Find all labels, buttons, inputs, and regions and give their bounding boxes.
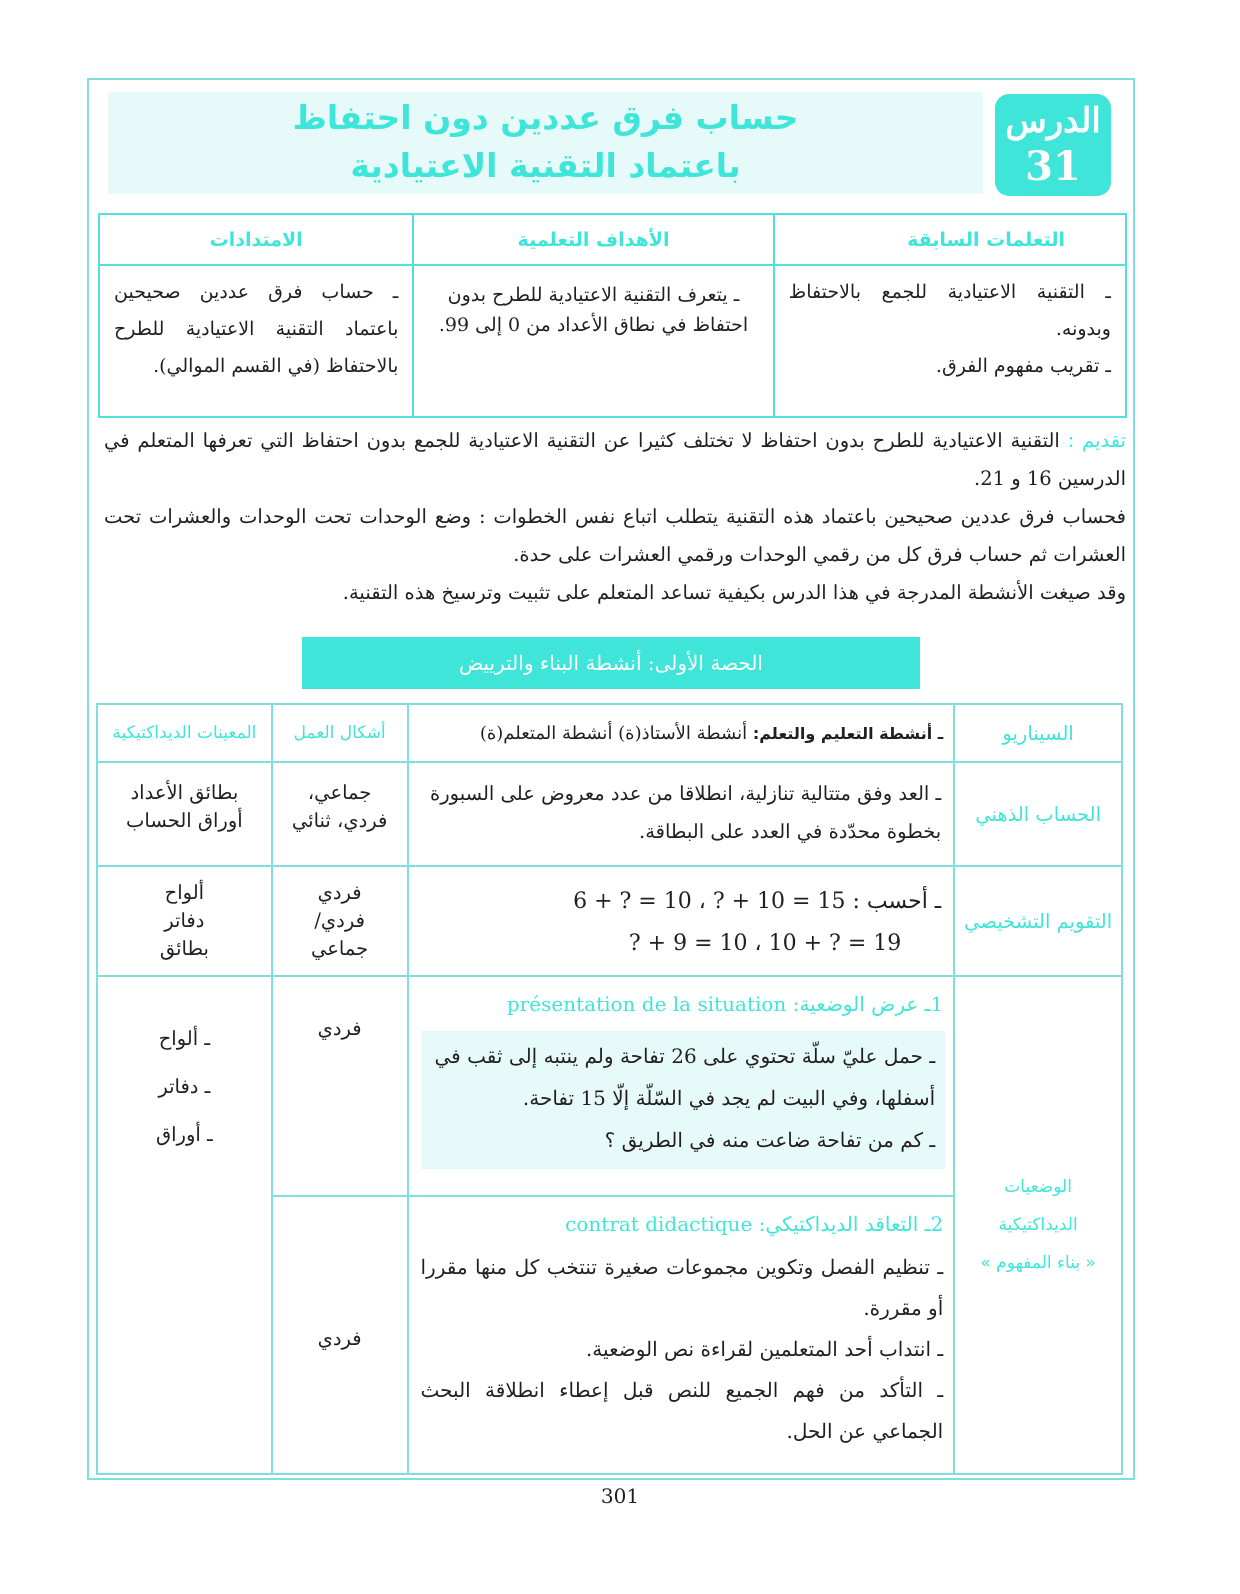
- page-number: 301: [600, 1484, 640, 1508]
- lesson-badge: [995, 94, 1111, 196]
- header-activities-prefix: ـ أنشطة التعليم والتعلم:: [752, 723, 944, 743]
- introduction: [104, 422, 1126, 612]
- situations-label-line: الديداكتيكية: [998, 1215, 1078, 1235]
- intro-text-1: التقنية الاعتيادية للطرح بدون احتفاظ لا تختلف كثيرا عن التقنية الاعتيادية للجمع بدون احتفاظ التي تعرفها المتعلم في الدرسين 16 و 21.: [104, 429, 1126, 490]
- tool-item: بطائق: [159, 937, 209, 960]
- diagnostic-forms: [272, 866, 408, 976]
- step2-title-fr: contrat didactique: [565, 1212, 753, 1236]
- diagnostic-line: ـ أحسب : 15 = 10 + ? ، 10 = ? + 6: [573, 889, 942, 914]
- form-item: فردي، ثنائي: [291, 809, 388, 832]
- header-activities-rest: أنشطة الأستاذ(ة) أنشطة المتعلم(ة): [479, 722, 753, 744]
- header-tools: المعينات الديداكتيكية: [97, 704, 272, 762]
- mental-label: الحساب الذهني: [954, 762, 1122, 866]
- prior-learning-line: ـ التقنية الاعتيادية للجمع بالاحتفاظ وبدونه.: [788, 281, 1111, 340]
- mental-forms: [272, 762, 408, 866]
- step1-cell: [408, 976, 955, 1196]
- objectives-cell: ـ يتعرف التقنية الاعتيادية للطرح بدون احتفاظ في نطاق الأعداد من 0 إلى 99.: [413, 265, 773, 417]
- activity-table: [96, 703, 1123, 1475]
- intro-paragraph: [104, 422, 1126, 498]
- prior-learning-line: ـ تقريب مفهوم الفرق.: [935, 355, 1111, 377]
- step1-title-ar: 1ـ عرض الوضعية:: [792, 992, 944, 1016]
- lesson-word: الدرس: [1005, 101, 1101, 141]
- form-item: جماعي،: [307, 781, 372, 804]
- form-item: فردي: [317, 881, 362, 904]
- form-item: جماعي: [311, 937, 369, 960]
- header-scenario: السيناريو: [954, 704, 1122, 762]
- diagnostic-tools: [97, 866, 272, 976]
- tool-item: ـ دفاتر: [158, 1075, 211, 1098]
- contract-step: ـ انتداب أحد المتعلمين لقراءة نص الوضعية.: [585, 1337, 944, 1361]
- situation-box: [421, 1031, 946, 1169]
- contract-step: ـ التأكد من فهم الجميع للنص قبل إعطاء انطلاقة البحث الجماعي عن الحل.: [420, 1378, 944, 1443]
- diagnostic-line: 19 = ? + 10 ، 10 = 9 + ?: [628, 931, 902, 956]
- header-extensions: الامتدادات: [99, 214, 413, 265]
- tool-item: أوراق الحساب: [126, 809, 243, 832]
- lesson-number: 31: [1025, 143, 1081, 190]
- step2-title: [409, 1197, 954, 1239]
- situation-line: ـ حمل عليّ سلّة تحتوي على 26 تفاحة ولم ينتبه إلى ثقب في أسفلها، وفي البيت لم يجد في السّلّة إلّا 15 تفاحة.: [434, 1044, 936, 1110]
- situations-label: [954, 976, 1122, 1474]
- contract-step: ـ تنظيم الفصل وتكوين مجموعات صغيرة تنتخب كل منها مقررا أو مقررة.: [420, 1255, 944, 1320]
- step2-title-ar: 2ـ التعاقد الديداكتيكي:: [758, 1212, 944, 1236]
- contract-steps: [409, 1239, 954, 1452]
- form-item: فردي/: [314, 909, 365, 932]
- situations-label-line: « بناء المفهوم »: [980, 1253, 1096, 1273]
- session-title: الحصة الأولى: أنشطة البناء والترييض: [302, 637, 920, 689]
- header-objectives: الأهداف التعلمية: [413, 214, 773, 265]
- tool-item: ـ أوراق: [156, 1123, 213, 1146]
- extensions-cell: ـ حساب فرق عددين صحيحين باعتماد التقنية الاعتيادية للطرح بالاحتفاظ (في القسم الموالي).: [99, 265, 413, 417]
- intro-label: تقديم :: [1067, 429, 1126, 452]
- mental-text: ـ العد وفق متتالية تنازلية، انطلاقا من عدد معروض على السبورة بخطوة محدّدة في العدد على البطاقة.: [408, 762, 955, 866]
- intro-text-2: فحساب فرق عددين صحيحين باعتماد هذه التقنية يتطلب اتباع نفس الخطوات : وضع الوحدات تحت الوحدات والعشرات تحت العشرات ثم حساب فرق كل من رقمي الوحدات ورقمي العشرات على حدة.: [104, 505, 1126, 566]
- title-line-2: باعتماد التقنية الاعتيادية: [350, 146, 741, 185]
- situations-label-line: الوضعيات: [1004, 1177, 1072, 1197]
- lesson-title: [108, 92, 983, 194]
- step2-forms: فردي: [272, 1196, 408, 1474]
- tool-item: ـ ألواح: [158, 1027, 211, 1050]
- tool-item: بطائق الأعداد: [130, 781, 239, 804]
- step1-forms: فردي: [272, 976, 408, 1196]
- header-prior-learning: التعلمات السابقة: [774, 214, 1126, 265]
- title-line-1: حساب فرق عددين دون احتفاظ: [292, 98, 799, 137]
- tool-item: دفاتر: [164, 909, 205, 932]
- header-activities: [408, 704, 955, 762]
- mental-tools: [97, 762, 272, 866]
- header-work-forms: أشكال العمل: [272, 704, 408, 762]
- step1-title: [409, 977, 954, 1019]
- step1-title-fr: présentation de la situation: [506, 992, 787, 1016]
- tool-item: ألواح: [164, 881, 205, 904]
- prior-learning-cell: [774, 265, 1126, 417]
- intro-text-3: وقد صيغت الأنشطة المدرجة في هذا الدرس بكيفية تساعد المتعلم على تثبيت وترسيخ هذه التقنية.: [342, 581, 1126, 604]
- step2-cell: [408, 1196, 955, 1474]
- diagnostic-label: التقويم التشخيصي: [954, 866, 1122, 976]
- situation-line: ـ كم من تفاحة ضاعت منه في الطريق ؟: [604, 1128, 936, 1152]
- situations-tools: [97, 976, 272, 1474]
- diagnostic-text: [408, 866, 955, 976]
- overview-table: [98, 213, 1127, 418]
